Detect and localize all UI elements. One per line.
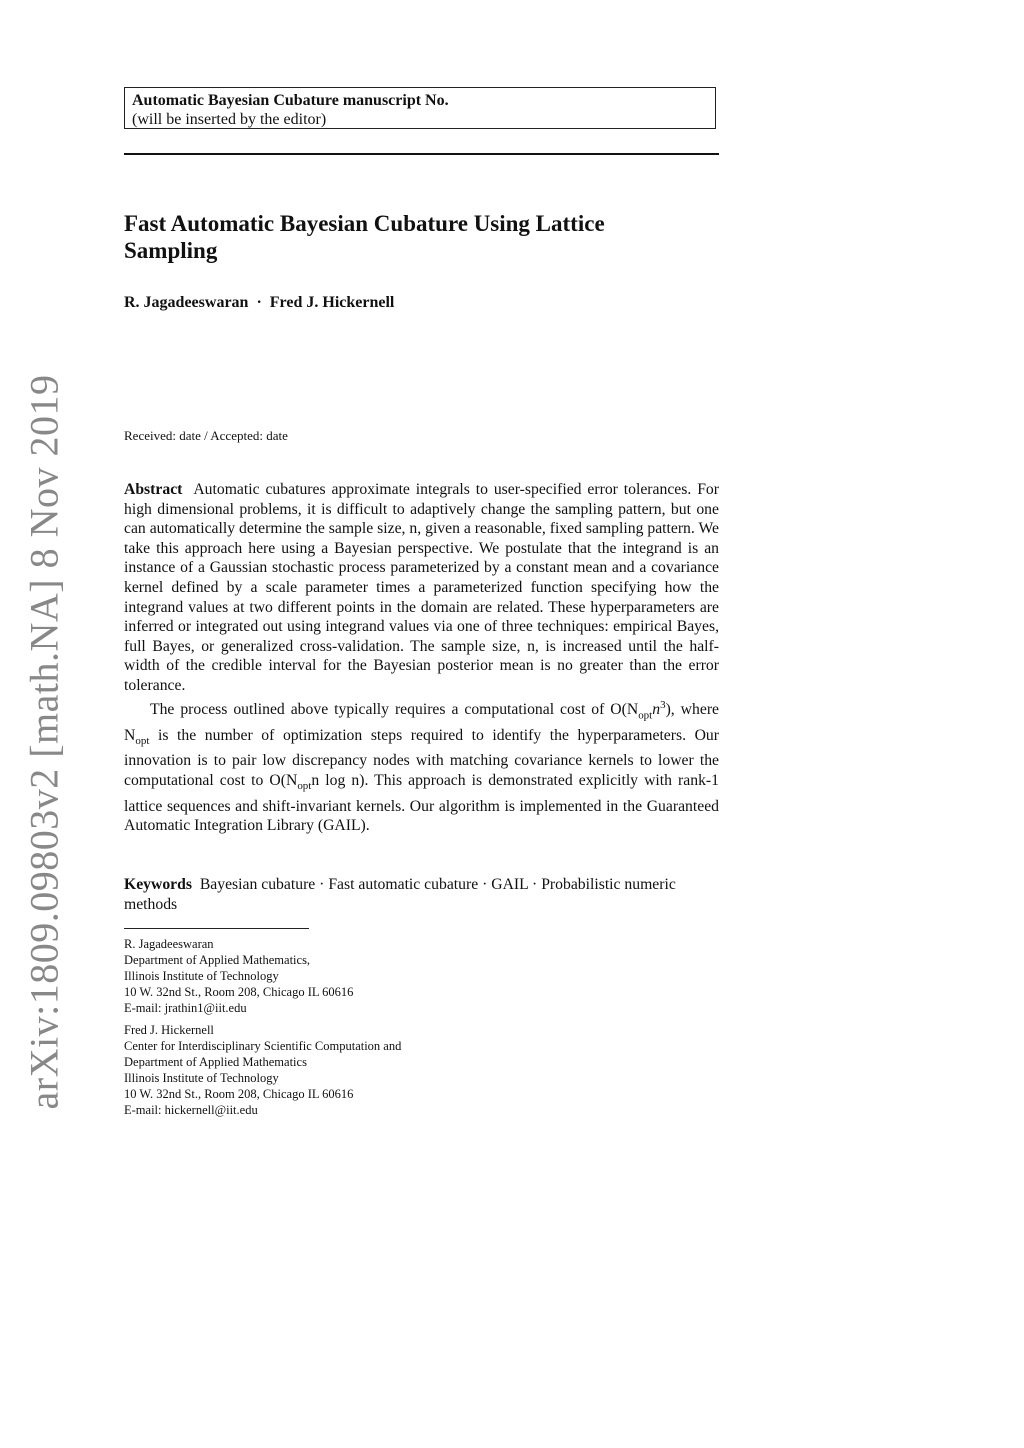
keywords-label: Keywords	[124, 876, 192, 893]
author-list	[124, 294, 394, 312]
affil-2-inst: Illinois Institute of Technology	[124, 1071, 279, 1085]
manuscript-header-box	[124, 87, 716, 129]
subscript-opt: opt	[297, 779, 312, 792]
affil-2-dept: Department of Applied Mathematics	[124, 1055, 307, 1069]
received-accepted-line: Received: date / Accepted: date	[124, 428, 288, 443]
title-line-1: Fast Automatic Bayesian Cubature Using Lattice	[124, 211, 605, 236]
abstract	[124, 480, 719, 836]
abstract-text-1: Automatic cubatures approximate integrals to user-specified error tolerances. For high dimensional problems, it is difficult to adaptively change the sampling pattern, but one can automatically determine the sample size, n, given a reasonable, fixed sampling pattern. We take this approach here using a Bayesian perspective. We postulate that the integrand is an instance of a Gaussian stochastic process parameterized by a constant mean and a covariance kernel defined by a scale parameter times a parameterized function specifying how the integrand values at two different points in the domain are related. These hyperparameters are inferred or integrated out using integrand values via one of three techniques: empirical Bayes, full Bayes, or generalized cross-validation. The sample size, n, is increased until the half-width of the credible interval for the Bayesian posterior mean is no greater than the error tolerance.	[124, 481, 719, 694]
subscript-opt: opt	[638, 708, 653, 721]
keywords	[124, 875, 719, 914]
header-rule	[124, 153, 719, 155]
affiliation-1	[124, 936, 353, 1016]
author-1: R. Jagadeeswaran	[124, 294, 249, 311]
superscript-3: 3	[660, 698, 666, 711]
abstract-text-2g: is the number of optimization steps required to identify the hyperparameters. Our innovation is to pair low discrepancy nodes with matching covariance kernels to lower the computational cost to O(N	[124, 726, 719, 789]
affil-1-email: E-mail: jrathin1@iit.edu	[124, 1001, 247, 1015]
journal-manuscript-line: Automatic Bayesian Cubature manuscript No.	[132, 92, 449, 109]
title-line-2: Sampling	[124, 238, 218, 263]
paper-title	[124, 210, 724, 264]
affil-2-center: Center for Interdisciplinary Scientific Computation and	[124, 1039, 402, 1053]
abstract-text-2i: n log n). This approach is demonstrated explicitly with rank-1 lattice sequences and shift-invariant kernels. Our algorithm is implemented in the Guaranteed Automatic Integration Library (GAIL).	[124, 771, 719, 835]
footnote-rule	[124, 928, 309, 929]
math-n: n	[652, 700, 661, 718]
abstract-paragraph-2	[124, 696, 719, 836]
abstract-paragraph-1	[124, 480, 719, 696]
affiliation-2	[124, 1022, 401, 1118]
affil-2-name: Fred J. Hickernell	[124, 1023, 214, 1037]
abstract-text-2e: ), where N	[124, 700, 719, 744]
affil-1-inst: Illinois Institute of Technology	[124, 969, 279, 983]
abstract-label: Abstract	[124, 481, 183, 498]
author-separator: ·	[256, 294, 262, 311]
subscript-opt: opt	[135, 734, 150, 747]
arxiv-identifier: arXiv:1809.09803v2 [math.NA] 8 Nov 2019	[21, 374, 67, 1110]
affil-1-address: 10 W. 32nd St., Room 208, Chicago IL 60616	[124, 985, 354, 999]
editor-note: (will be inserted by the editor)	[132, 111, 327, 128]
affil-1-dept: Department of Applied Mathematics,	[124, 953, 311, 967]
affil-2-address: 10 W. 32nd St., Room 208, Chicago IL 60616	[124, 1087, 354, 1101]
abstract-text-2a: The process outlined above typically requires a computational cost of O(N	[150, 700, 639, 718]
keywords-text: Bayesian cubature · Fast automatic cubature · GAIL · Probabilistic numeric methods	[124, 876, 676, 913]
author-2: Fred J. Hickernell	[269, 294, 395, 311]
affil-2-email: E-mail: hickernell@iit.edu	[124, 1103, 258, 1117]
affil-1-name: R. Jagadeeswaran	[124, 937, 214, 951]
